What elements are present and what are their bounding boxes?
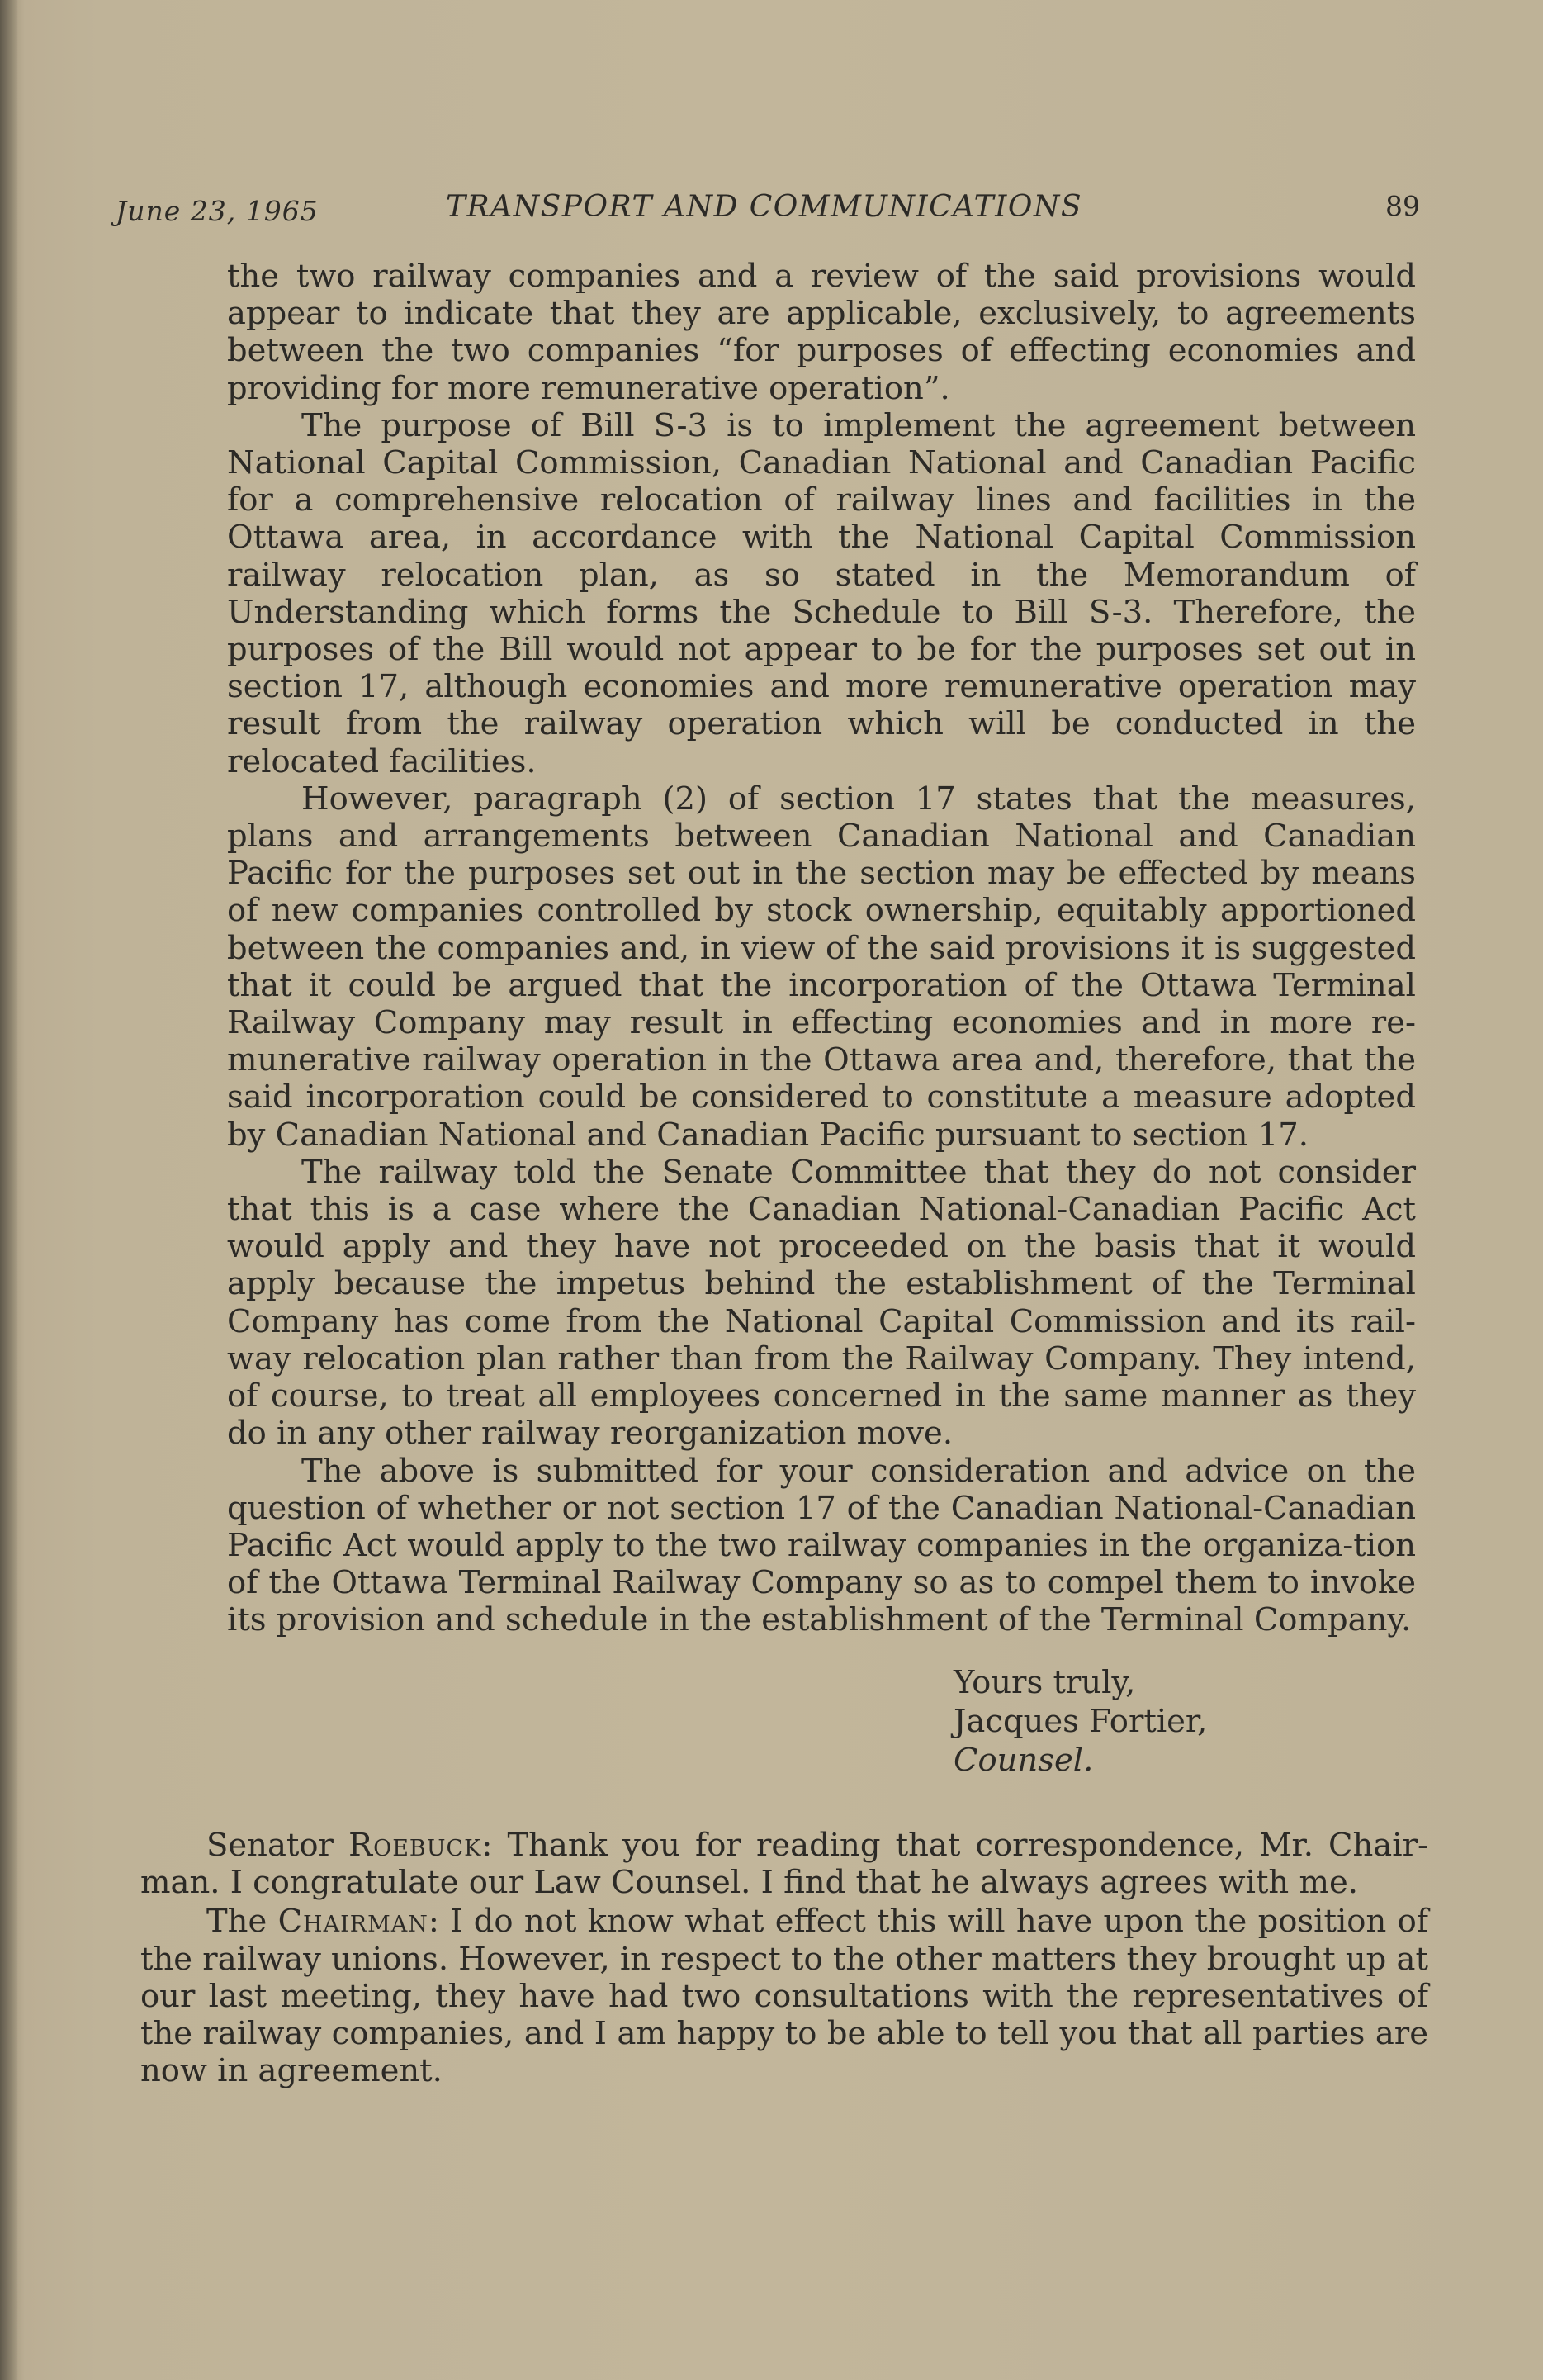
speaker-prefix: The [206, 1903, 278, 1941]
speaker-name: Chairman [277, 1903, 428, 1941]
speaker-prefix: Senator [206, 1827, 349, 1864]
speaker-name: Roebuck [348, 1827, 482, 1864]
letter-paragraph: The railway told the Senate Committee that they do not consider that this is a case where the Canadian National-Canadian Pacific Act would apply and they have not proceeded on the basis that it would apply because the impetus behind the establishment of the Terminal Company has come from the National Capital Commission and its rail-way relocation plan rather than from the Railway Company. They intend, of course, to treat all employees concerned in the same manner as they do in any other railway reorganization move. [227, 1153, 1416, 1453]
transcript-remarks [140, 1827, 1428, 2091]
signer-name: Jacques Fortier, [954, 1703, 1208, 1740]
page-number: 89 [1385, 190, 1420, 222]
remark-text: : Thank you for reading that correspondence, Mr. Chair-man. I congratulate our Law Counsel. I find that he always agrees with me. [140, 1827, 1428, 1902]
letter-signature [954, 1663, 1207, 1780]
letter-paragraph: The above is submitted for your consideration and advice on the question of whether or not section 17 of the Canadian National-Canadian Pacific Act would apply to the two railway companies in the organiza-tion of the Ottawa Terminal Railway Company so as to compel them to invoke its provision and schedule in the establishment of the Terminal Company. [227, 1452, 1416, 1639]
book-spine-shadow [0, 0, 18, 2380]
remark-paragraph [140, 1827, 1428, 1901]
letter-paragraph: the two railway companies and a review of the said provisions would appear to indicate that they are applicable, exclusively, to agreements between the two companies “for purposes of effecting economies and providing for more remunerative operation”. [227, 258, 1416, 407]
header-date: June 23, 1965 [116, 195, 319, 227]
running-head [107, 183, 1420, 233]
header-title: TRANSPORT AND COMMUNICATIONS [446, 190, 1083, 224]
remark-paragraph [140, 1903, 1428, 2089]
closing-line: Yours truly, [954, 1664, 1136, 1701]
letter-paragraph: The purpose of Bill S-3 is to implement the agreement between National Capital Commission, Canadian National and Canadian Pacific for a comprehensive relocation of railway lines and facilities in the Ottawa area, in accordance with the National Capital Commission railway relocation plan, as so stated in the Memorandum of Understanding which forms the Schedule to Bill S-3. Therefore, the purposes of the Bill would not appear to be for the purposes set out in section 17, although economies and more remunerative operation may result from the railway operation which will be conducted in the relocated facilities. [227, 406, 1416, 780]
remark-text: : I do not know what effect this will have upon the position of the railway unions. However, in respect to the other matters they brought up at our last meeting, they have had two consultations with the representatives of the railway companies, and I am happy to be able to tell you that all parties are now in agreement. [140, 1903, 1429, 2090]
letter-paragraph: However, paragraph (2) of section 17 states that the measures, plans and arrangements between Canadian National and Canadian Pacific for the purposes set out in the section may be effected by means of new companies controlled by stock ownership, equitably apportioned between the companies and, in view of the said provisions it is suggested that it could be argued that the incorporation of the Ottawa Terminal Railway Company may result in effecting economies and in more re-munerative railway operation in the Ottawa area and, therefore, that the said incorporation could be considered to constitute a measure adopted by Canadian National and Canadian Pacific pursuant to section 17. [227, 780, 1416, 1154]
letter-body [227, 258, 1416, 1639]
signer-title: Counsel. [954, 1742, 1094, 1779]
